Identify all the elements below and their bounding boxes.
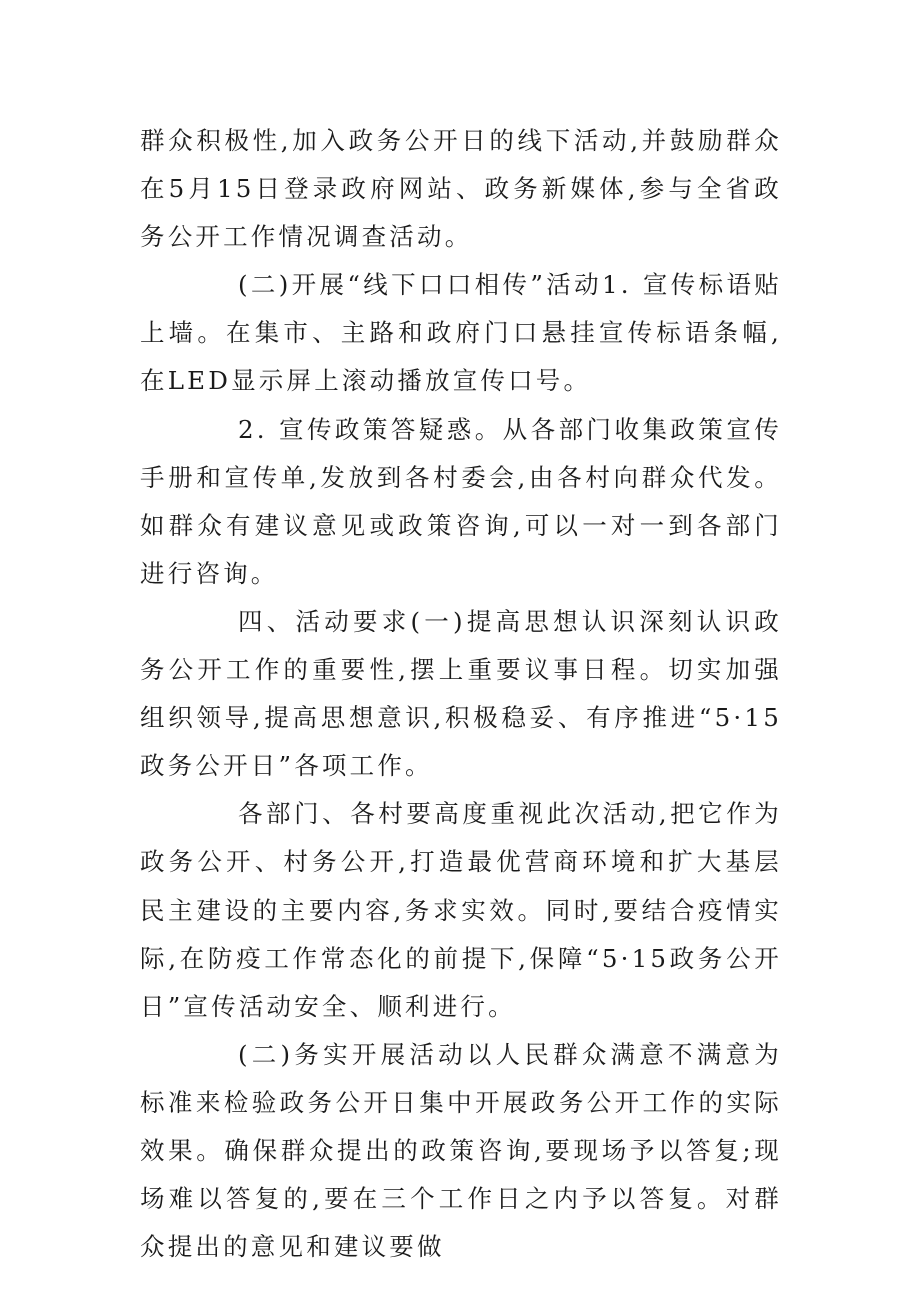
paragraph-6: (二)务实开展活动以人民群众满意不满意为标准来检验政务公开日集中开展政务公开工作的实际效果。确保群众提出的政策咨询,要现场予以答复;现场难以答复的,要在三个工作日之内予以答复。对群众提出的意见和建议要做 xyxy=(140,1039,782,1262)
paragraph-5: 各部门、各村要高度重视此次活动,把它作为政务公开、村务公开,打造最优营商环境和扩大基层民主建设的主要内容,务求实效。同时,要结合疫情实际,在防疫工作常态化的前提下,保障“5·15政务公开日”宣传活动安全、顺利进行。 xyxy=(140,799,782,1021)
paragraph-4: 四、活动要求(一)提高思想认识深刻认识政务公开工作的重要性,摆上重要议事日程。切实加强组织领导,提高思想意识,积极稳妥、有序推进“5·15政务公开日”各项工作。 xyxy=(140,606,782,781)
paragraph-3: 2. 宣传政策答疑惑。从各部门收集政策宣传手册和宣传单,发放到各村委会,由各村向群众代发。如群众有建议意见或政策咨询,可以一对一到各部门进行咨询。 xyxy=(140,414,782,588)
paragraph-2: (二)开展“线下口口相传”活动1. 宣传标语贴上墙。在集市、主路和政府门口悬挂宣传标语条幅,在LED显示屏上滚动播放宣传口号。 xyxy=(140,270,782,396)
paragraph-1: 群众积极性,加入政务公开日的线下活动,并鼓励群众在5月15日登录政府网站、政务新媒体,参与全省政务公开工作情况调查活动。 xyxy=(140,126,782,252)
document-body xyxy=(140,117,782,1271)
